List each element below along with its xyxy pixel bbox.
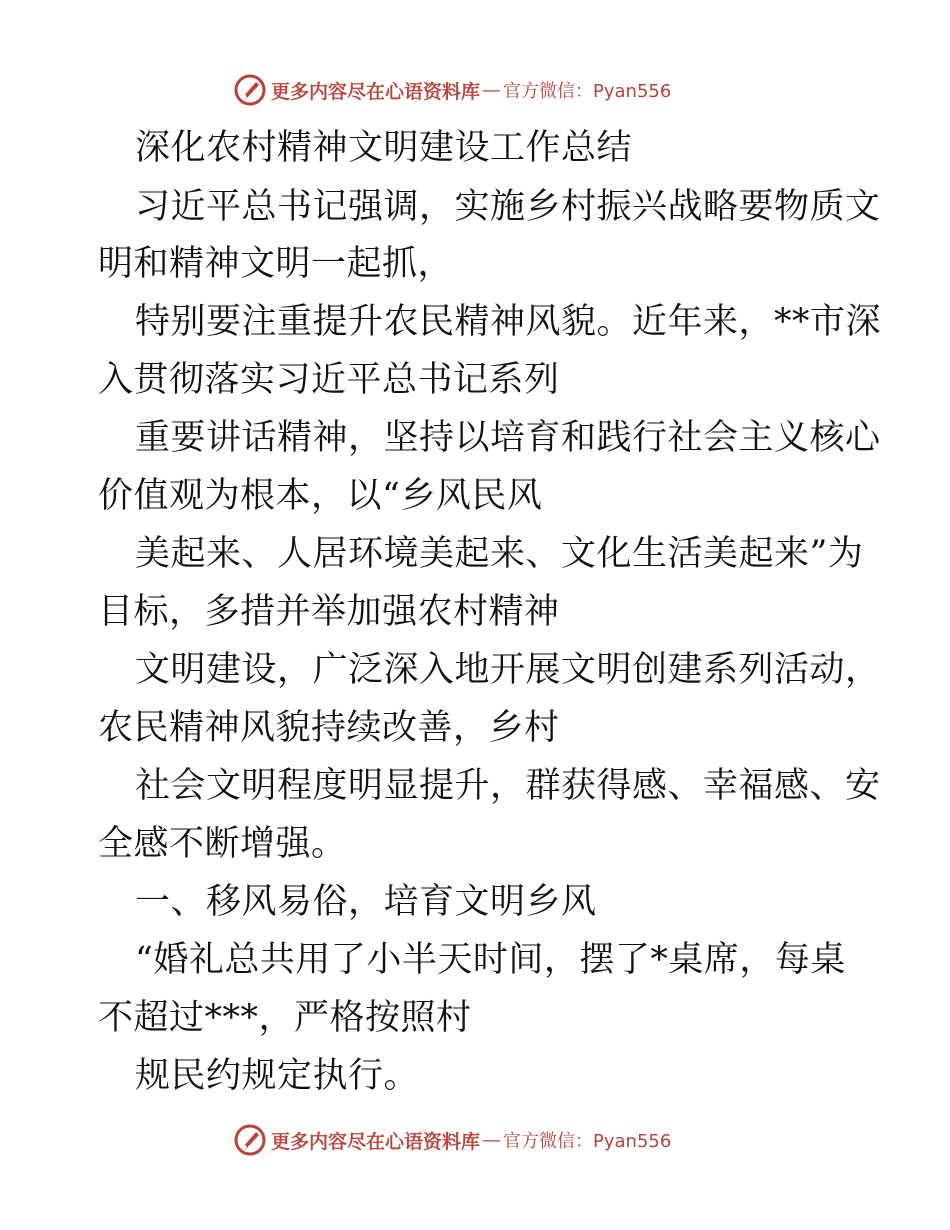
paragraph-line: 文明建设，广泛深入地开展文明创建系列活动， <box>135 650 881 690</box>
paragraph-line: 美起来、人居环境美起来、文化生活美起来”为 <box>135 534 864 574</box>
watermark-main-text: 更多内容尽在心语资料库 <box>271 1130 481 1153</box>
paragraph-line: 特别要注重提升农民精神风貌。近年来，**市深 <box>135 302 882 342</box>
paragraph-line: 农民精神风貌持续改善，乡村 <box>98 708 560 748</box>
watermark-wechat-text: 官方微信：Pyan556 <box>503 81 672 102</box>
watermark-dash: — <box>482 1129 502 1151</box>
paragraph-line: 习近平总书记强调，实施乡村振兴战略要物质文 <box>135 187 881 227</box>
paragraph-line: 社会文明程度明显提升，群获得感、幸福感、安 <box>135 766 881 806</box>
paragraph-line: 不超过***，严格按照村 <box>98 998 472 1038</box>
paragraph-line: 全感不断增强。 <box>98 824 347 864</box>
pen-circle-logo-icon <box>233 73 267 107</box>
paragraph-line: 重要讲话精神，坚持以培育和践行社会主义核心 <box>135 418 881 458</box>
header-watermark <box>233 70 671 110</box>
watermark-main-text: 更多内容尽在心语资料库 <box>271 80 481 103</box>
paragraph-line: 入贯彻落实习近平总书记系列 <box>98 360 560 400</box>
pen-circle-logo-icon <box>233 1123 267 1157</box>
document-title: 深化农村精神文明建设工作总结 <box>135 128 633 168</box>
watermark-wechat-text: 官方微信：Pyan556 <box>503 1131 672 1152</box>
watermark-dash: — <box>482 79 502 101</box>
paragraph-line: 明和精神文明一起抓， <box>98 244 454 284</box>
paragraph-line: “婚礼总共用了小半天时间，摆了*桌席，每桌 <box>135 940 846 980</box>
section-heading: 一、移风易俗，培育文明乡风 <box>135 882 597 922</box>
paragraph-line: 目标，多措并举加强农村精神 <box>98 592 560 632</box>
paragraph-line: 规民约规定执行。 <box>135 1056 420 1096</box>
footer-watermark <box>233 1120 671 1160</box>
paragraph-line: 价值观为根本，以“乡风民风 <box>98 476 543 516</box>
